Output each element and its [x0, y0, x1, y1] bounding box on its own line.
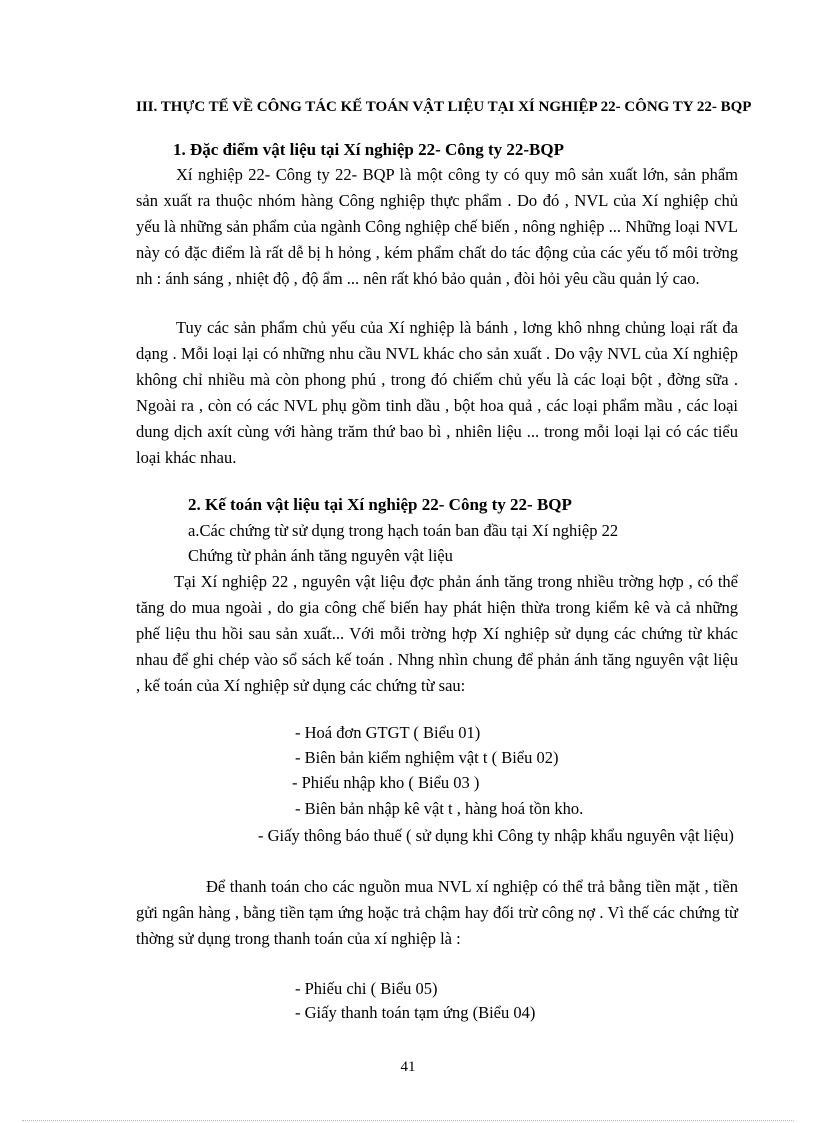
- list-item: - Phiếu chi ( Biểu 05): [295, 979, 438, 998]
- heading-2: 2. Kế toán vật liệu tại Xí nghiệp 22- Công ty 22- BQP: [188, 495, 572, 514]
- list-item: - Giấy thanh toán tạm ứng (Biểu 04): [295, 1003, 536, 1022]
- paragraph-1: Xí nghiệp 22- Công ty 22- BQP là một công ty có quy mô sản xuất lớn, sản phẩm sản xuất ra thuộc nhóm hàng Công nghiệp thực phẩm . Do đó , NVL của Xí nghiệp chủ yếu là những sản phẩm của ngành Công nghiệp chế biến , nông nghiệp ... Những loại NVL này có đặc điểm là rất dễ bị h hỏng , kém phẩm chất do tác động của các yếu tố môi trờng nh : ánh sáng , nhiệt độ , độ ẩm ... nên rất khó bảo quản , đòi hỏi yêu cầu quản lý cao.: [136, 165, 738, 288]
- list-item: - Biên bản kiểm nghiệm vật t ( Biểu 02): [295, 748, 559, 767]
- subheading-a-line2: Chứng từ phản ánh tăng nguyên vật liệu: [188, 546, 453, 565]
- page-bottom-rule: [22, 1120, 794, 1121]
- page-number: 41: [400, 1059, 416, 1075]
- list-item: - Biên bản nhập kê vật t , hàng hoá tồn kho.: [295, 799, 584, 818]
- list-item-tax: - Giấy thông báo thuế ( sử dụng khi Công ty nhập khẩu nguyên vật liệu): [258, 826, 734, 845]
- section-title: III. THỰC TẾ VỀ CÔNG TÁC KẾ TOÁN VẬT LIỆU TẠI XÍ NGHIỆP 22- CÔNG TY 22- BQP: [136, 99, 752, 115]
- subheading-a: a.Các chứng từ sử dụng trong hạch toán ban đầu tại Xí nghiệp 22: [188, 521, 619, 540]
- list-item: - Phiếu nhập kho ( Biểu 03 ): [292, 773, 480, 792]
- paragraph-3: Tại Xí nghiệp 22 , nguyên vật liệu đợc phản ánh tăng trong nhiều trờng hợp , có thể tăng do mua ngoài , do gia công chế biến hay phát hiện thừa trong kiểm kê và cả những phế liệu thu hồi sau sản xuất... Với mỗi trờng hợp Xí nghiệp sử dụng các chứng từ khác nhau để ghi chép vào sổ sách kế toán . Nhng nhìn chung để phản ánh tăng nguyên vật liệu , kế toán của Xí nghiệp sử dụng các chứng từ sau:: [136, 572, 738, 695]
- paragraph-2: Tuy các sản phẩm chủ yếu của Xí nghiệp là bánh , lơng khô nhng chủng loại rất đa dạng . Mỗi loại lại có những nhu cầu NVL khác cho sản xuất . Do vậy NVL của Xí nghiệp không chỉ nhiều mà còn phong phú , trong đó chiếm chủ yếu là các loại bột , đờng sữa . Ngoài ra , còn có các NVL phụ gồm tinh dầu , bột hoa quả , các loại phẩm mầu , các loại dung dịch axít cùng với hàng trăm thứ bao bì , nhiên liệu ... trong mỗi loại lại có các tiểu loại khác nhau.: [136, 318, 738, 467]
- paragraph-4: Để thanh toán cho các nguồn mua NVL xí nghiệp có thể trả bằng tiền mặt , tiền gửi ngân hàng , bằng tiền tạm ứng hoặc trả chậm hay đối trừ công nợ . Vì thế các chứng từ thờng sử dụng trong thanh toán của xí nghiệp là :: [136, 877, 738, 948]
- heading-1: 1. Đặc điểm vật liệu tại Xí nghiệp 22- Công ty 22-BQP: [173, 140, 564, 159]
- list-item: - Hoá đơn GTGT ( Biểu 01): [295, 723, 481, 742]
